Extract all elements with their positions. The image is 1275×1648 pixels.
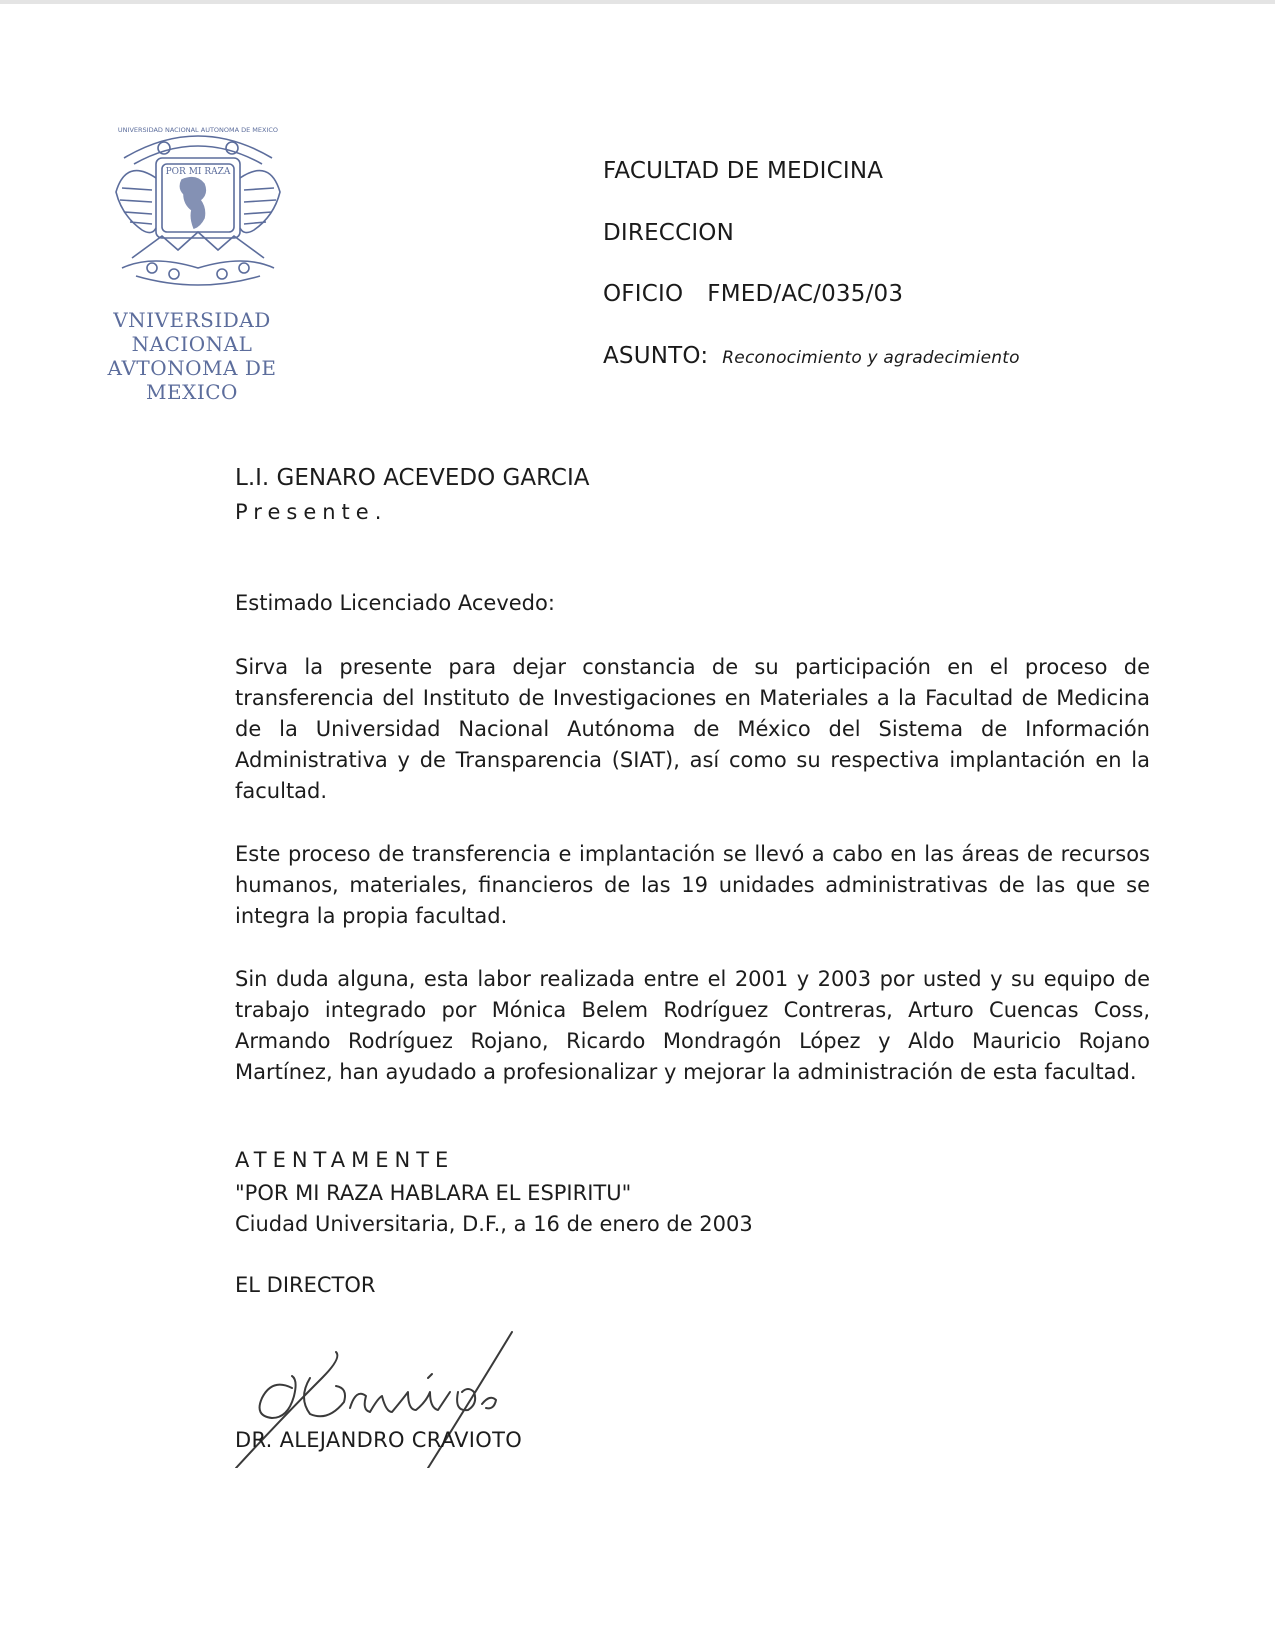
faculty-title: FACULTAD DE MEDICINA xyxy=(603,158,884,184)
asunto-label: ASUNTO: xyxy=(603,343,709,369)
body-paragraph: Sirva la presente para dejar constancia de su participación en el proceso de transferencia del Instituto de Investigaciones en Materiales a la Facultad de Medicina de la Universidad Nacional Autónoma de México del Sistema de Información Administrativa y de Transparencia (SIAT), así como su respectiva implantación en la facultad. xyxy=(235,655,1150,803)
body-paragraph: Este proceso de transferencia e implantación se llevó a cabo en las áreas de recursos humanos, materiales, financieros de las 19 unidades administrativas de las que se integra la propia facultad. xyxy=(235,842,1150,928)
seal-ring-text: UNIVERSIDAD NACIONAL AUTONOMA DE MEXICO xyxy=(117,126,279,134)
place-date: Ciudad Universitaria, D.F., a 16 de enero de 2003 xyxy=(235,1212,753,1236)
signer-name: DR. ALEJANDRO CRAVIOTO xyxy=(235,1428,523,1452)
oficio-number: FMED/AC/035/03 xyxy=(707,281,904,307)
asunto-text: Reconocimiento y agradecimiento xyxy=(722,348,1020,368)
atentamente: ATENTAMENTE xyxy=(235,1148,455,1172)
body-paragraph: Sin duda alguna, esta labor realizada entre el 2001 y 2003 por usted y su equipo de trabajo integrado por Mónica Belem Rodríguez Contreras, Arturo Cuencas Coss, Armando Rodríguez Rojano, Ricardo Mondragón López y Aldo Mauricio Rojano Martínez, han ayudado a profesionalizar y mejorar la administración de esta facultad. xyxy=(235,967,1150,1084)
oficio-label: OFICIO xyxy=(603,281,684,307)
presente-label: Presente. xyxy=(235,500,388,524)
salutation: Estimado Licenciado Acevedo: xyxy=(235,591,555,615)
seal-motto: POR MI RAZA xyxy=(165,167,231,177)
direction-title: DIRECCION xyxy=(603,220,735,246)
seal-caption-line: MEXICO xyxy=(146,380,238,404)
signer-role: EL DIRECTOR xyxy=(235,1273,376,1297)
seal-caption-line: VNIVERSIDAD NACIONAL xyxy=(113,308,271,356)
asunto-line xyxy=(603,343,1020,369)
seal-caption xyxy=(62,308,322,404)
university-motto: "POR MI RAZA HABLARA EL ESPIRITU" xyxy=(235,1181,632,1205)
unam-seal-icon xyxy=(112,118,284,296)
recipient-name: L.I. GENARO ACEVEDO GARCIA xyxy=(235,465,590,491)
oficio-line xyxy=(603,281,903,307)
seal-caption-line: AVTONOMA DE xyxy=(107,356,277,380)
page-top-edge xyxy=(0,0,1275,4)
